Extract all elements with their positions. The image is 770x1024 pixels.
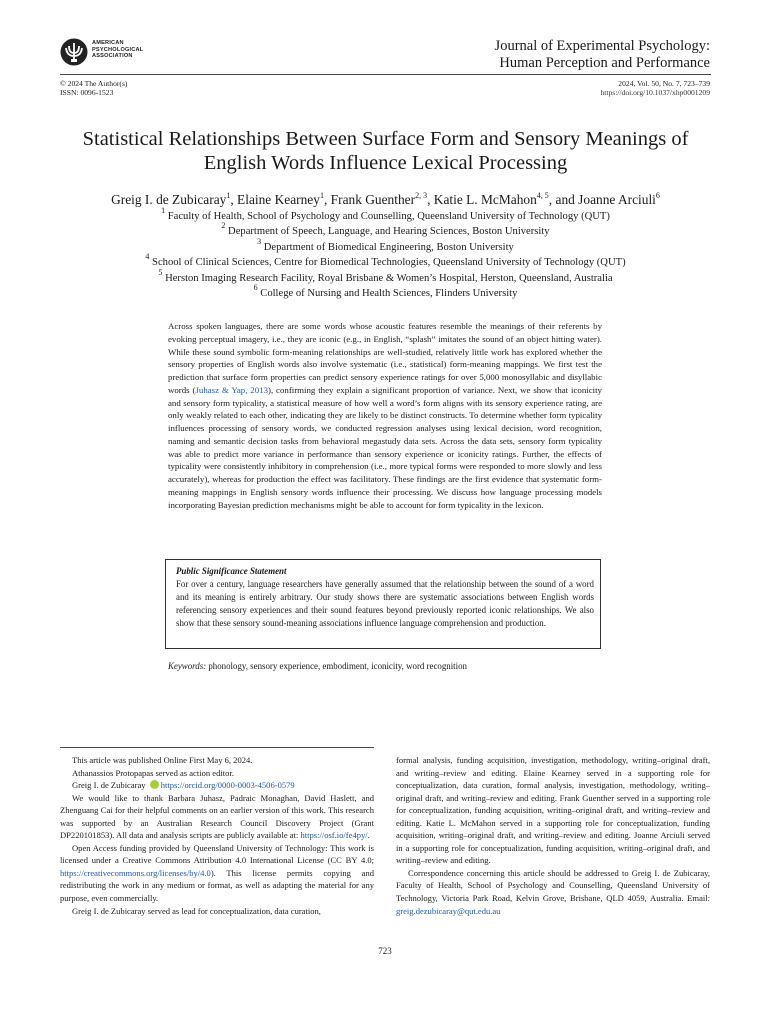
title-line-2: English Words Influence Lexical Processing: [203, 152, 568, 174]
affiliation-text: College of Nursing and Health Sciences, Flinders University: [260, 288, 518, 300]
affiliation-text: Faculty of Health, School of Psychology and Counselling, Queensland University of Technology (QUT): [167, 211, 610, 222]
abstract: [168, 320, 602, 511]
publisher-line: ASSOCIATION: [92, 53, 133, 60]
correspondence-text: Correspondence concerning this article should be addressed to Greig I. de Zubicaray, Faculty of Health, School of Psychology and Counselling, Queensland University of Technology, Victoria Park Road, Kelvin Grove, Brisbane, QLD 4059, Australia. Email:: [396, 867, 710, 904]
publisher-line: PSYCHOLOGICAL: [92, 46, 144, 53]
journal-line-1: Journal of Experimental Psychology:: [494, 38, 710, 54]
affiliation-number: 6: [253, 283, 258, 293]
copyright-block: [60, 79, 127, 98]
acknowledgements-end: .: [367, 830, 370, 841]
footnote-divider: [60, 747, 374, 748]
author-name: Katie L. McMahon: [433, 192, 537, 207]
orcid-author: Greig I. de Zubicaray: [72, 780, 146, 791]
orcid-note: [60, 779, 374, 792]
public-significance-heading: Public Significance Statement: [176, 566, 287, 576]
open-access-text-end: ). This license permits copying and redistributing the work in any medium or format, as well as adapting the material for any purpose, even commercially.: [60, 867, 374, 904]
osf-link[interactable]: https://osf.io/fe4py/: [300, 830, 368, 841]
keywords-text: phonology, sensory experience, embodiment, iconicity, word recognition: [208, 661, 467, 671]
footnotes-left: [60, 754, 374, 917]
journal-name: [495, 38, 710, 71]
footnotes-right: [396, 754, 710, 917]
doi-link[interactable]: https://doi.org/10.1037/xhp0001209: [600, 88, 710, 98]
published-note: This article was published Online First May 6, 2024.: [72, 755, 253, 765]
cc-license-link[interactable]: https://creativecommons.org/licenses/by/4.0: [60, 867, 211, 878]
affiliation-number: 1: [161, 206, 166, 215]
editor-note: Athanassios Protopapas served as action editor.: [72, 767, 234, 778]
acknowledgements: [60, 792, 374, 842]
email-link[interactable]: greig.dezubicaray@qut.edu.au: [396, 905, 501, 916]
publisher-line: AMERICAN: [92, 40, 124, 46]
affiliation-number: 5: [158, 267, 163, 277]
copyright: © 2024 The Author(s): [60, 79, 128, 88]
citation-link[interactable]: Juhasz & Yap, 2013: [195, 384, 268, 395]
journal-line-2: Human Perception and Performance: [499, 54, 710, 71]
publisher-name: [92, 40, 143, 60]
author-affil-ref: 1: [226, 191, 231, 200]
affiliation-text: Department of Speech, Language, and Hearing Sciences, Boston University: [228, 226, 550, 238]
author-affil-ref: 4, 5: [536, 191, 549, 200]
author-name: Elaine Kearney: [237, 192, 320, 207]
affiliation-text: Herston Imaging Research Facility, Royal Brisbane & Women’s Hospital, Herston, Queensland, Australia: [165, 272, 613, 284]
author-name: Greig I. de Zubicaray: [111, 192, 227, 207]
keywords: [168, 660, 467, 672]
public-significance: [176, 565, 594, 630]
author-affil-ref: 1: [319, 191, 324, 200]
issn: ISSN: 0096-1523: [60, 88, 114, 98]
acknowledgements-text: We would like to thank Barbara Juhasz, Padraic Monaghan, David Haslett, and Zhenguang Cai for their helpful comments on an earlier version of this work. This research was supported by an Australian Research Council Discovery Project (Grant DP220101853). All data and analysis scripts are publicly available at:: [60, 792, 374, 841]
abstract-text: ), confirming they explain a significant proportion of variance. Next, we show that iconicity and sensory form typicality, a statistical measure of how well a word’s form aligns with its sensory experience rating, are only weakly related to each other, indicating they are likely to be distinct constructs. To determine whether form typicality influences processing of sensory words, we conducted regression analyses using lexical decision, word recognition, naming and semantic decision tasks from behavioral megastudy data sets. Across the data sets, sensory form typicality was able to predict more variance in performance than sensory experience or iconicity ratings. Further, the effects of typicality were consistently inhibitory in comprehension (i.e., more typical forms were responded to more slowly and less accurately), whereas for production the effect was facilitatory. These findings are the first evidence that systematic form-meaning mappings in English sensory words influence their processing. We discuss how language processing models incorporating Bayesian prediction mechanisms might be able to account for form typicality in the lexicon.: [168, 384, 602, 510]
affiliation-list: [60, 206, 711, 301]
abstract-text: Across spoken languages, there are some words whose acoustic features resemble the meanings of their referents by evoking perceptual imagery, i.e., they are iconic (e.g., in English, “splash” imitates the sound of an object hitting water). While these sound symbolic form-meaning relationships are well-studied, relatively little work has explored whether the sensory properties of English words also involve systematic (i.e., statistical) form-meaning mappings. We first test the prediction that surface form properties can predict sensory experience ratings for over 5,000 monosyllabic and disyllabic words (: [168, 321, 602, 395]
open-access-note: [60, 842, 374, 905]
public-significance-text: For over a century, language researchers have generally assumed that the relationship between the sound of a word and its meaning is entirely arbitrary. Our study shows there are systematic associations between English words referencing sensory experiences and their sound features beyond previously reported iconic relationships. We also show that these sensory sound-meaning associations influence language comprehension and production.: [176, 578, 594, 628]
contributions-start: Greig I. de Zubicaray served as lead for conceptualization, data curation,: [72, 905, 321, 916]
orcid-link[interactable]: https://orcid.org/0000-0003-4506-0579: [160, 780, 295, 791]
correspondence-note: [396, 867, 710, 917]
keywords-label: Keywords:: [168, 661, 207, 671]
affiliation-number: 4: [145, 252, 150, 262]
affiliation-number: 3: [257, 236, 262, 246]
author-name: and Joanne Arciuli: [555, 192, 656, 207]
author-name: Frank Guenther: [330, 192, 416, 207]
page-number: 723: [378, 946, 392, 956]
title-line-1: Statistical Relationships Between Surface Form and Sensory Meanings of: [82, 128, 689, 150]
affiliation-text: School of Clinical Sciences, Centre for Biomedical Technologies, Queensland University of Technology (QUT): [152, 257, 626, 269]
author-affil-ref: 2, 3: [415, 191, 428, 200]
open-access-text: Open Access funding provided by Queensland University of Technology: This work is licensed under a Creative Commons Attribution 4.0 International License (CC BY 4.0;: [60, 842, 374, 866]
affiliation: [60, 206, 711, 224]
affiliation-text: Department of Biomedical Engineering, Boston University: [263, 241, 514, 253]
affiliation: [60, 283, 711, 301]
affiliation: [60, 267, 711, 286]
volume-info: 2024, Vol. 50, No. 7, 723–739: [618, 79, 710, 88]
citation-block: [600, 79, 710, 98]
header-divider: [60, 74, 711, 75]
apa-logo-icon: [60, 38, 88, 66]
author-affil-ref: 6: [655, 191, 660, 200]
affiliation-number: 2: [221, 221, 226, 231]
author-list: Greig I. de Zubicaray$^1$, Elaine Kearney$^1$, Frank Guenther$^{2, 3}$, Katie L. McMahon$^{4, 5}$, and Joanne Arciuli$^6$: [111, 191, 660, 207]
affiliation: [60, 236, 711, 255]
contributions-continued: formal analysis, funding acquisition, investigation, methodology, writing–original draft, and writing–review and editing. Elaine Kearney served in a supporting role for conceptualization, data curation, formal analysis, investigation, methodology, writing–original draft, and writing–review and editing. Frank Guenther served in a supporting role for conceptualization, funding acquisition, writing–original draft, and writing–review and editing. Katie L. McMahon served in a supporting role for conceptualization, funding acquisition, writing–original draft, and writing–review and editing. Joanne Arciuli served in a supporting role for conceptualization, funding acquisition, writing–original draft, and writing–review and editing.: [396, 755, 710, 866]
affiliation: [60, 221, 711, 239]
article-title: [60, 127, 711, 175]
orcid-icon: [150, 780, 159, 789]
